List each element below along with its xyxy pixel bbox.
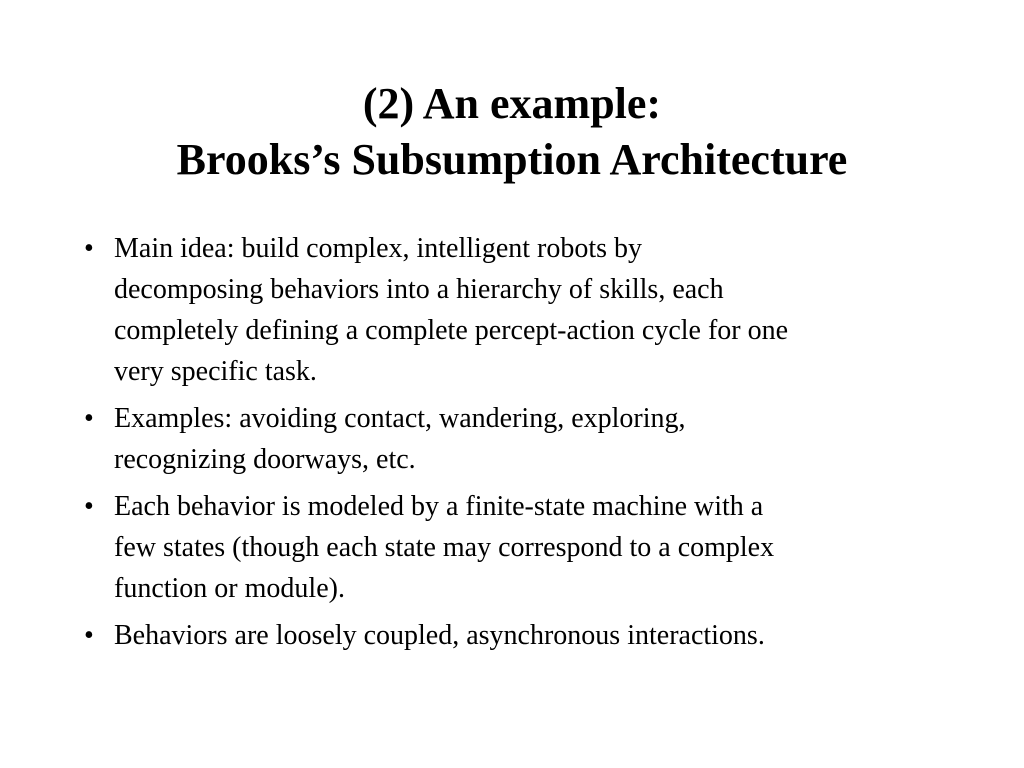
bullet-line: few states (though each state may correspond to a complex xyxy=(114,532,775,563)
title-line-1: (2) An example: xyxy=(362,79,662,128)
bullet-line: decomposing behaviors into a hierarchy of skills, each xyxy=(114,274,724,305)
bullet-marker: • xyxy=(84,233,94,264)
slide-title xyxy=(0,76,1024,188)
bullet-list xyxy=(84,228,944,662)
bullet-line: function or module). xyxy=(114,573,345,604)
bullet-line: very specific task. xyxy=(114,356,317,387)
bullet-line: Main idea: build complex, intelligent robots by xyxy=(114,233,643,264)
bullet-marker: • xyxy=(84,403,94,434)
bullet-line: completely defining a complete percept-action cycle for one xyxy=(114,315,789,346)
bullet-marker: • xyxy=(84,620,94,651)
bullet-item-coupling xyxy=(84,615,944,656)
bullet-line: Each behavior is modeled by a finite-state machine with a xyxy=(114,491,764,522)
bullet-item-fsm xyxy=(84,486,944,609)
title-line-2: Brooks’s Subsumption Architecture xyxy=(176,135,848,184)
bullet-marker: • xyxy=(84,491,94,522)
bullet-line: recognizing doorways, etc. xyxy=(114,444,416,475)
bullet-line: Examples: avoiding contact, wandering, exploring, xyxy=(114,403,686,434)
bullet-item-main-idea xyxy=(84,228,944,392)
bullet-line: Behaviors are loosely coupled, asynchronous interactions. xyxy=(114,620,765,651)
bullet-item-examples xyxy=(84,398,944,480)
